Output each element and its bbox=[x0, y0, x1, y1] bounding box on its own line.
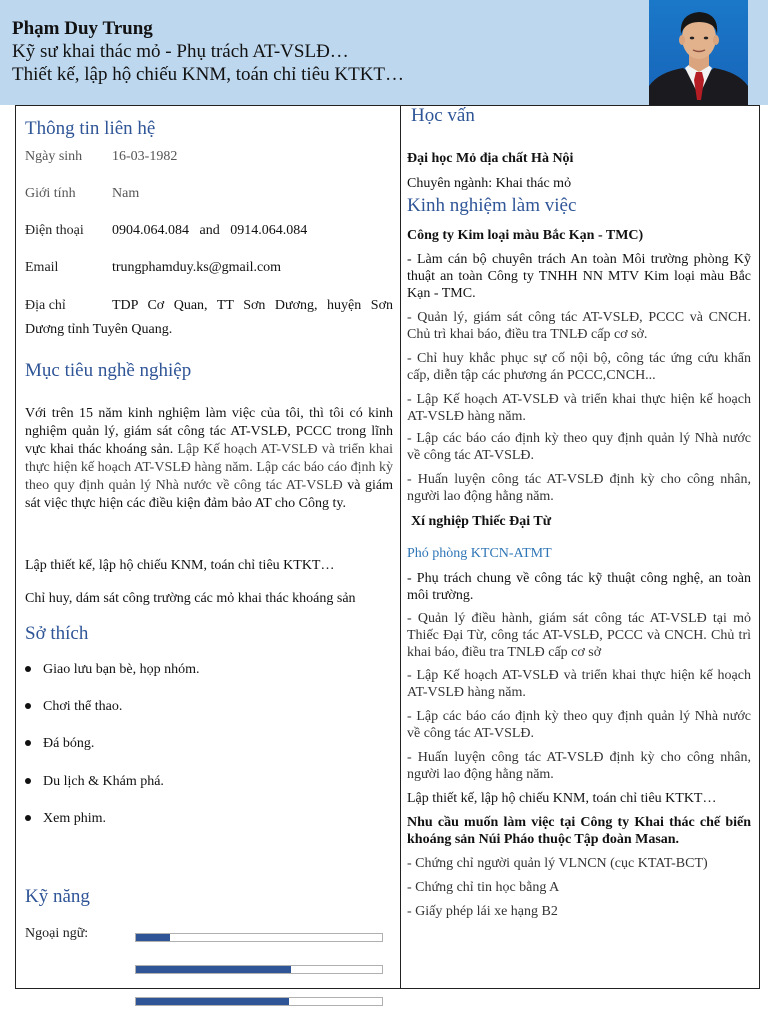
skill-bar bbox=[135, 965, 383, 974]
language-label: Ngoại ngữ: bbox=[25, 926, 89, 941]
gender-label: Giới tính bbox=[25, 186, 76, 201]
email-value[interactable]: trungphamduy.ks@gmail.com bbox=[112, 260, 282, 275]
hobby-item bbox=[25, 735, 94, 753]
hobby-text: Xem phim. bbox=[43, 811, 106, 826]
c2-item: - Lập các báo cáo định kỳ theo quy định quản lý Nhà nước về công tác AT-VSLĐ. bbox=[407, 709, 751, 741]
hobby-item bbox=[25, 810, 106, 828]
c2-item: - Huấn luyện công tác AT-VSLĐ định kỳ cho công nhân, người lao động hằng năm. bbox=[407, 750, 751, 782]
c1-item: - Chỉ huy khắc phục sự cố nội bộ, công tác ứng cứu khẩn cấp, diễn tập các phương án PCCC,CNCH... bbox=[407, 351, 751, 383]
major: Chuyên ngành: Khai thác mỏ bbox=[407, 176, 572, 191]
hobby-text: Giao lưu bạn bè, họp nhóm. bbox=[43, 662, 200, 677]
candidate-name: Phạm Duy Trung bbox=[12, 18, 153, 39]
skill-bar-fill bbox=[136, 966, 291, 973]
address-label: Địa chỉ bbox=[25, 298, 66, 313]
hobby-item bbox=[25, 661, 200, 679]
experience-section-title: Kinh nghiệm làm việc bbox=[407, 195, 577, 216]
objective-paragraph-3: Chỉ huy, dám sát công trường các mỏ khai thác khoáng sản bbox=[25, 591, 356, 606]
phone-value: 0904.064.084 and 0914.064.084 bbox=[112, 223, 308, 238]
skill-bar-fill bbox=[136, 998, 289, 1005]
bullet-icon bbox=[25, 778, 31, 784]
c1-item: - Huấn luyện công tác AT-VSLĐ định kỳ cho công nhân, người lao động hằng năm. bbox=[407, 472, 751, 504]
objective-text-part2: Lập Kế hoạch AT-VSLĐ và triển khai thực hiện kế hoạch AT-VSLĐ hàng năm. Lập các báo cáo định kỳ theo quy định quản lý Nhà nước về công tác AT-VSLĐ bbox=[25, 442, 393, 493]
objective-paragraph-2: Lập thiết kế, lập hộ chiếu KNM, toán chỉ tiêu KTKT… bbox=[25, 558, 335, 573]
certificate-item: - Chứng chỉ tin học bằng A bbox=[407, 880, 560, 895]
headline-skills: Thiết kế, lập hộ chiếu KNM, toán chỉ tiêu KTKT… bbox=[12, 64, 405, 85]
company-1: Công ty Kim loại màu Bắc Kạn - TMC) bbox=[407, 228, 644, 243]
bullet-icon bbox=[25, 740, 31, 746]
extra-line: Lập thiết kế, lập hộ chiếu KNM, toán chỉ tiêu KTKT… bbox=[407, 791, 717, 806]
skills-section-title: Kỹ năng bbox=[25, 886, 90, 907]
email-label: Email bbox=[25, 260, 59, 275]
c2-item: - Quản lý điều hành, giám sát công tác AT-VSLĐ tại mỏ Thiếc Đại Từ, công tác AT-VSLĐ, PCCC và CNCH. Chủ trì khai báo, điều tra TNLĐ cấp cơ sở bbox=[407, 611, 751, 660]
bullet-icon bbox=[25, 666, 31, 672]
position-2: Phó phòng KTCN-ATMT bbox=[407, 546, 552, 561]
company-2: Xí nghiệp Thiếc Đại Từ bbox=[411, 514, 552, 529]
skill-bar bbox=[135, 933, 383, 942]
portrait-illustration bbox=[649, 0, 748, 105]
c1-item: - Lập các báo cáo định kỳ theo quy định quản lý Nhà nước về công tác AT-VSLĐ. bbox=[407, 431, 751, 463]
skill-bar bbox=[135, 997, 383, 1006]
gender-value: Nam bbox=[112, 186, 140, 201]
job-wish: Nhu cầu muốn làm việc tại Công ty Khai thác chế biến khoáng sản Núi Pháo thuộc Tập đoàn Masan. bbox=[407, 815, 751, 847]
bullet-icon bbox=[25, 703, 31, 709]
profile-photo bbox=[649, 0, 748, 105]
c2-item: - Lập Kế hoạch AT-VSLĐ và triển khai thực hiện kế hoạch AT-VSLĐ hàng năm. bbox=[407, 668, 751, 700]
dob-label: Ngày sinh bbox=[25, 149, 83, 164]
education-section-title: Học vấn bbox=[411, 105, 475, 126]
hobby-text: Chơi thể thao. bbox=[43, 699, 123, 714]
objective-section-title: Mục tiêu nghề nghiệp bbox=[25, 360, 192, 381]
c1-item: - Quản lý, giám sát công tác AT-VSLĐ, PCCC và CNCH. Chủ trì khai báo, điều tra TNLĐ cấp cơ sở. bbox=[407, 310, 751, 342]
hobby-text: Du lịch & Khám phá. bbox=[43, 774, 164, 789]
c1-item: - Làm cán bộ chuyên trách An toàn Môi trường phòng Kỹ thuật an toàn Công ty TNHH NN MTV Kim loại màu Bắc Kạn - TMC. bbox=[407, 252, 751, 301]
hobby-item bbox=[25, 773, 164, 791]
school-name: Đại học Mỏ địa chất Hà Nội bbox=[407, 151, 574, 166]
hobby-text: Đá bóng. bbox=[43, 736, 95, 751]
objective-text-part3: và giám sát việc thực hiện các điều kiện đảm bảo AT cho Công ty. bbox=[25, 478, 393, 511]
c1-item: - Lập Kế hoạch AT-VSLĐ và triển khai thực hiện kế hoạch AT-VSLĐ hàng năm. bbox=[407, 392, 751, 424]
certificate-item: - Chứng chỉ người quản lý VLNCN (cục KTAT-BCT) bbox=[407, 856, 708, 871]
hobby-item bbox=[25, 698, 122, 716]
column-divider bbox=[400, 105, 401, 988]
bullet-icon bbox=[25, 815, 31, 821]
address-value-line2: Dương tỉnh Tuyên Quang. bbox=[25, 322, 173, 337]
skill-bar-fill bbox=[136, 934, 170, 941]
objective-paragraph bbox=[25, 405, 393, 513]
contact-section-title: Thông tin liên hệ bbox=[25, 118, 156, 139]
hobbies-section-title: Sở thích bbox=[25, 623, 89, 644]
headline-role: Kỹ sư khai thác mỏ - Phụ trách AT-VSLĐ… bbox=[12, 41, 349, 62]
dob-value: 16-03-1982 bbox=[112, 149, 178, 164]
phone-label: Điện thoại bbox=[25, 223, 84, 238]
certificate-item: - Giấy phép lái xe hạng B2 bbox=[407, 904, 558, 919]
address-value-line1: TDP Cơ Quan, TT Sơn Dương, huyện Sơn bbox=[112, 298, 393, 313]
c2-item: - Phụ trách chung về công tác kỹ thuật công nghệ, an toàn môi trường. bbox=[407, 571, 751, 603]
objective-text-part1: Với trên 15 năm kinh nghiệm làm việc của tôi, thì tôi có kinh nghiệm quản lý, giám sát công tác AT-VSLĐ, PCCC trong lĩnh vực khai thác khoáng sản. bbox=[25, 406, 393, 457]
